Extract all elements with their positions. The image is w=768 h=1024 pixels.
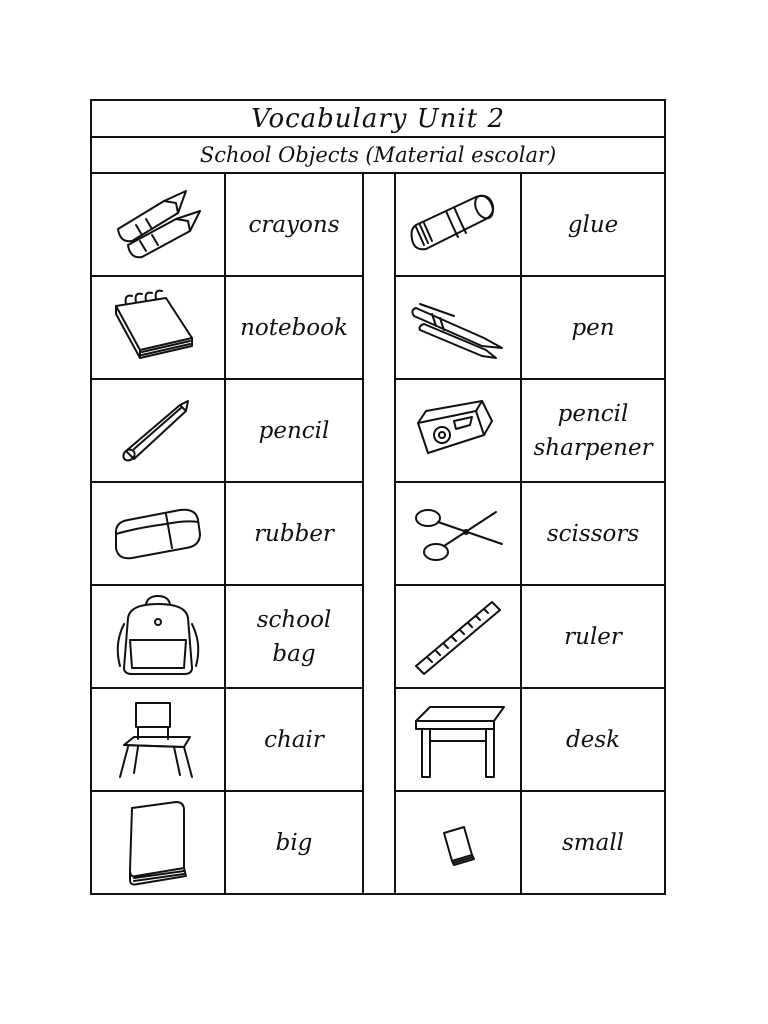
- page-title: Vocabulary Unit 2: [91, 100, 665, 137]
- vocab-picture-cell: [91, 688, 225, 791]
- vocab-picture-cell: [395, 173, 521, 276]
- title-row: [91, 100, 665, 137]
- vocab-word-line: chair: [264, 726, 324, 753]
- vocab-picture-cell: [91, 791, 225, 894]
- vocab-word-line: pen: [571, 314, 615, 341]
- crayons-icon: [92, 185, 224, 265]
- big-book-icon: [92, 798, 224, 888]
- vocab-word-line: crayons: [248, 211, 340, 238]
- vocab-word-line: scissors: [546, 520, 640, 547]
- vocab-word-line: bag: [272, 640, 316, 667]
- school-bag-icon: [92, 594, 224, 680]
- vocab-word: [521, 379, 665, 482]
- vocabulary-table: [90, 99, 666, 895]
- vocab-word-line: glue: [567, 211, 619, 238]
- vocab-word-line: sharpener: [533, 434, 653, 461]
- vocab-word-line: big: [275, 829, 313, 856]
- vocab-word-line: pencil: [557, 400, 629, 427]
- notebook-icon: [92, 288, 224, 368]
- desk-icon: [396, 697, 520, 783]
- vocab-word: [521, 482, 665, 585]
- pencil-icon: [92, 391, 224, 471]
- glue-stick-icon: [396, 185, 520, 265]
- vocab-word: [225, 482, 363, 585]
- vocab-word: [225, 585, 363, 688]
- ruler-icon: [396, 594, 520, 680]
- vocab-word: [521, 173, 665, 276]
- vocab-picture-cell: [91, 276, 225, 379]
- vocab-word: [225, 276, 363, 379]
- subtitle-row: [91, 137, 665, 173]
- vocab-word: [225, 688, 363, 791]
- vocab-word-line: small: [562, 829, 625, 856]
- vocab-row: [91, 173, 665, 276]
- vocab-picture-cell: [91, 379, 225, 482]
- vocab-word-line: notebook: [240, 314, 348, 341]
- scissors-icon: [396, 494, 520, 574]
- vocab-word-line: desk: [565, 726, 621, 753]
- pencil-sharpener-icon: [396, 391, 520, 471]
- rubber-icon: [92, 494, 224, 574]
- vocabulary-sheet: [90, 99, 664, 903]
- vocab-word-line: ruler: [564, 623, 622, 650]
- vocab-word: [521, 688, 665, 791]
- vocab-picture-cell: [395, 482, 521, 585]
- column-divider: [363, 173, 395, 894]
- pen-icon: [396, 288, 520, 368]
- vocab-word: [521, 791, 665, 894]
- vocab-picture-cell: [395, 276, 521, 379]
- vocab-picture-cell: [395, 379, 521, 482]
- vocab-word-line: school: [256, 606, 332, 633]
- page-subtitle: School Objects (Material escolar): [91, 137, 665, 173]
- small-book-icon: [396, 803, 520, 883]
- vocab-word: [521, 585, 665, 688]
- vocab-word: [521, 276, 665, 379]
- vocab-picture-cell: [91, 482, 225, 585]
- chair-icon: [92, 697, 224, 783]
- vocab-word: [225, 791, 363, 894]
- vocab-word-line: pencil: [258, 417, 330, 444]
- vocab-picture-cell: [91, 585, 225, 688]
- vocab-picture-cell: [395, 791, 521, 894]
- vocab-word: [225, 173, 363, 276]
- vocab-picture-cell: [395, 585, 521, 688]
- vocab-word: [225, 379, 363, 482]
- vocab-word-line: rubber: [254, 520, 334, 547]
- vocab-picture-cell: [91, 173, 225, 276]
- vocab-picture-cell: [395, 688, 521, 791]
